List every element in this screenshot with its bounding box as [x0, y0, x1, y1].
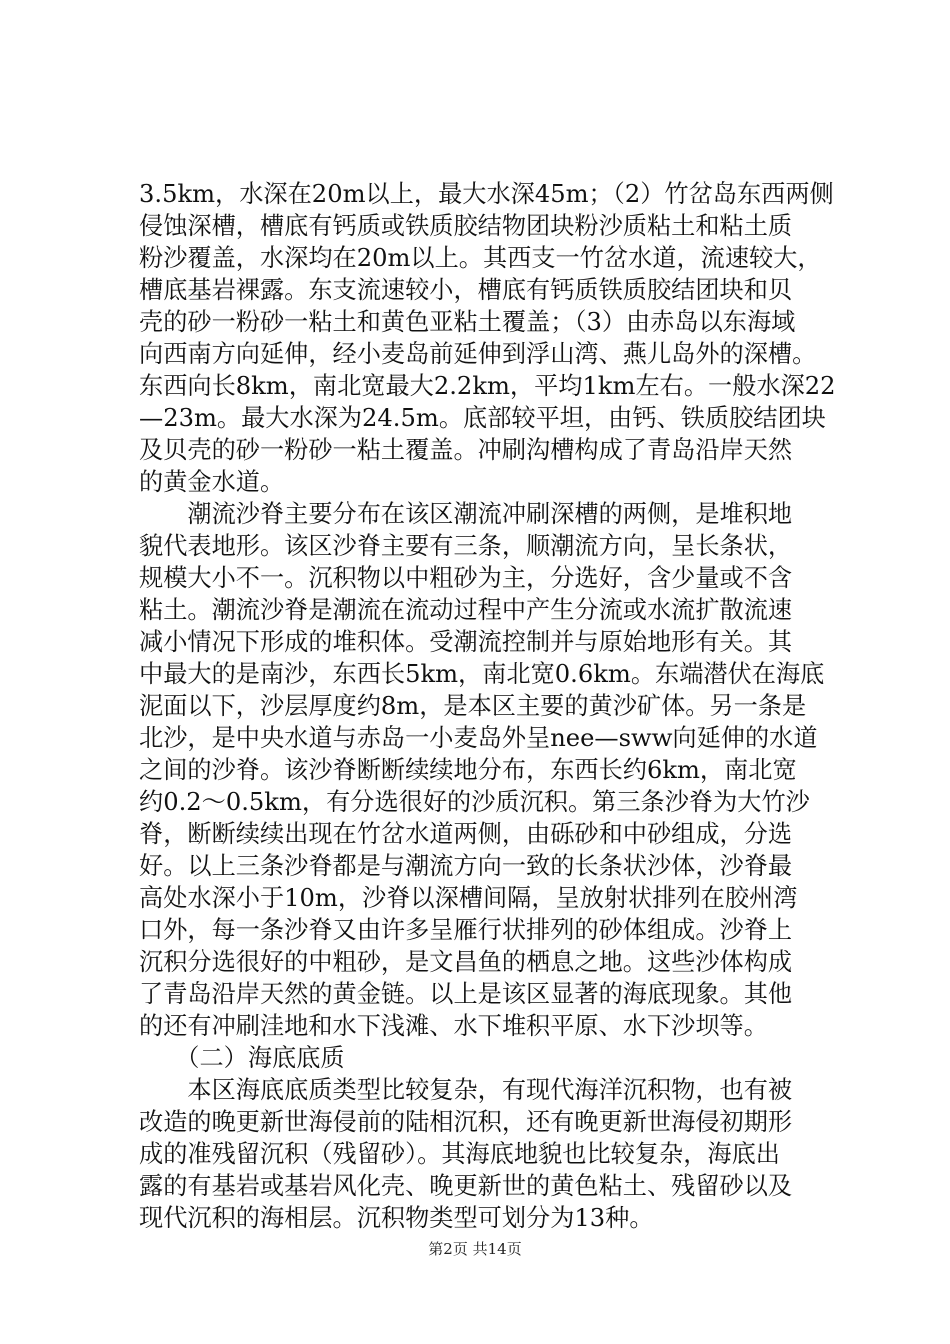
text-line: 减小情况下形成的堆积体。受潮流控制并与原始地形有关。其 [139, 628, 793, 656]
text-line: 了青岛沿岸天然的黄金链。以上是该区显著的海底现象。其他 [139, 980, 793, 1008]
text-line: 高处水深小于10m，沙脊以深槽间隔，呈放射状排列在胶州湾 [139, 884, 798, 912]
text-line: 及贝壳的砂一粉砂一粘土覆盖。冲刷沟槽构成了青岛沿岸天然 [139, 436, 793, 464]
text-line: 现代沉积的海相层。沉积物类型可划分为13种。 [139, 1204, 654, 1232]
text-line: 中最大的是南沙，东西长5km，南北宽0.6km。东端潜伏在海底 [139, 660, 825, 688]
text-line: 露的有基岩或基岩风化壳、晚更新世的黄色粘土、残留砂以及 [139, 1172, 793, 1200]
text-line: 本区海底底质类型比较复杂，有现代海洋沉积物，也有被 [139, 1076, 793, 1104]
text-line: —23m。最大水深为24.5m。底部较平坦，由钙、铁质胶结团块 [139, 404, 826, 432]
text-line: 泥面以下，沙层厚度约8m，是本区主要的黄沙矿体。另一条是 [139, 692, 807, 720]
text-line: 的黄金水道。 [139, 468, 285, 496]
text-line: 侵蚀深槽，槽底有钙质或铁质胶结物团块粉沙质粘土和粘土质 [139, 212, 793, 240]
text-line: 成的准残留沉积（残留砂）。其海底地貌也比较复杂，海底出 [139, 1140, 780, 1168]
text-line: 好。以上三条沙脊都是与潮流方向一致的长条状沙体，沙脊最 [139, 852, 793, 880]
text-line: 3.5km，水深在20m以上，最大水深45m；（2）竹岔岛东西两侧 [139, 180, 834, 208]
text-line: 潮流沙脊主要分布在该区潮流冲刷深槽的两侧，是堆积地 [139, 500, 793, 528]
text-line: 改造的晚更新世海侵前的陆相沉积，还有晚更新世海侵初期形 [139, 1108, 793, 1136]
text-line: 脊，断断续续出现在竹岔水道两侧，由砾砂和中砂组成，分选 [139, 820, 793, 848]
text-line: 北沙，是中央水道与赤岛一小麦岛外呈nee—sww向延伸的水道 [139, 724, 818, 752]
text-line: 貌代表地形。该区沙脊主要有三条，顺潮流方向，呈长条状， [139, 532, 793, 560]
text-line: 口外，每一条沙脊又由许多呈雁行状排列的砂体组成。沙脊上 [139, 916, 793, 944]
text-line: 壳的砂一粉砂一粘土和黄色亚粘土覆盖；（3）由赤岛以东海域 [139, 308, 796, 336]
text-line: 东西向长8km，南北宽最大2.2km，平均1km左右。一般水深22 [139, 372, 836, 400]
text-line: 沉积分选很好的中粗砂，是文昌鱼的栖息之地。这些沙体构成 [139, 948, 793, 976]
page-number: 第2页 共14页 [428, 1240, 522, 1258]
section-heading: （二）海底底质 [139, 1044, 345, 1072]
text-line: 粘土。潮流沙脊是潮流在流动过程中产生分流或水流扩散流速 [139, 596, 793, 624]
text-line: 约0.2～0.5km，有分选很好的沙质沉积。第三条沙脊为大竹沙 [139, 788, 810, 816]
text-line: 规模大小不一。沉积物以中粗砂为主，分选好，含少量或不含 [139, 564, 793, 592]
text-line: 粉沙覆盖，水深均在20m以上。其西支一竹岔水道，流速较大， [139, 244, 822, 272]
text-line: 之间的沙脊。该沙脊断断续续地分布，东西长约6km，南北宽 [139, 756, 797, 784]
text-line: 的还有冲刷洼地和水下浅滩、水下堆积平原、水下沙坝等。 [139, 1012, 768, 1040]
text-line: 向西南方向延伸，经小麦岛前延伸到浮山湾、燕儿岛外的深槽。 [139, 340, 817, 368]
text-line: 槽底基岩裸露。东支流速较小，槽底有钙质铁质胶结团块和贝 [139, 276, 793, 304]
